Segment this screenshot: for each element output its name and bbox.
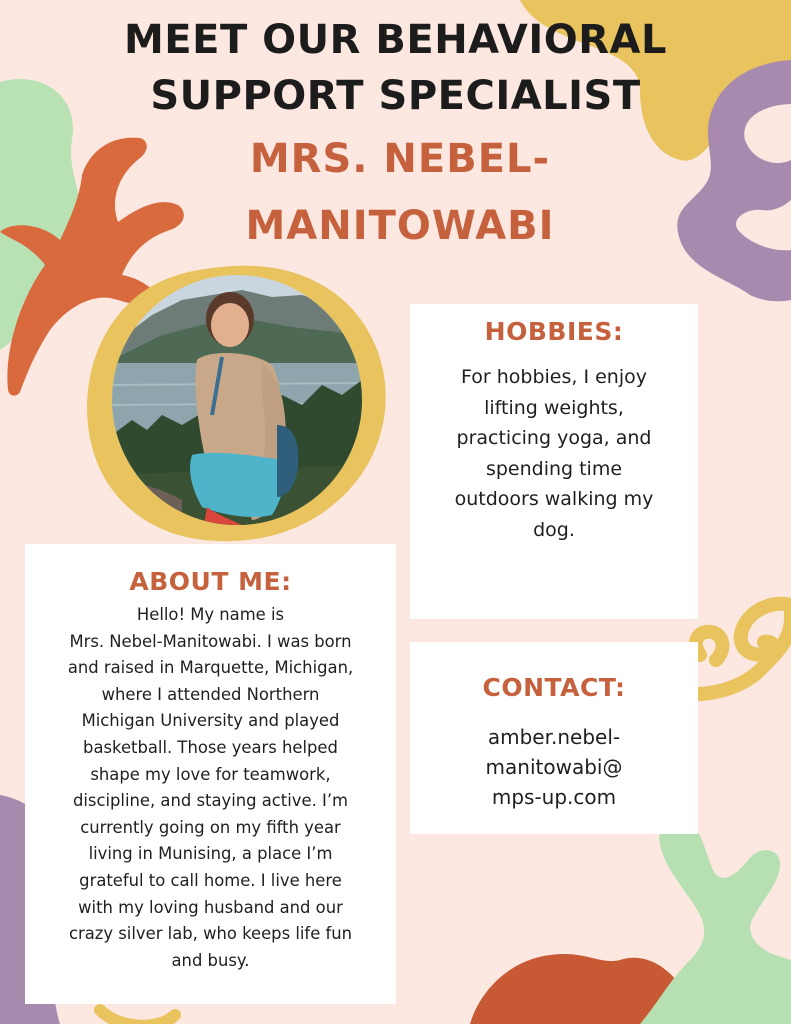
about-line: with my loving husband and our <box>78 897 343 917</box>
about-line: Michigan University and played <box>81 711 340 731</box>
about-text <box>38 602 383 974</box>
hobbies-line: practicing yoga, and <box>456 427 652 449</box>
name-line-2: MANITOWABI <box>245 203 555 249</box>
about-line: crazy silver lab, who keeps life fun <box>68 924 353 944</box>
hobbies-line: For hobbies, I enjoy <box>461 366 647 388</box>
email-line: mps-up.com <box>491 785 617 809</box>
hobbies-card <box>410 304 698 619</box>
about-heading: ABOUT ME: <box>129 567 292 596</box>
hobbies-line: dog. <box>533 518 575 541</box>
photo-illustration <box>112 275 362 525</box>
contact-card <box>410 642 698 834</box>
about-line: where I attended Northern <box>101 684 320 704</box>
yellow-ring-bottom <box>100 1010 175 1024</box>
title-line-1: MEET OUR BEHAVIORAL <box>124 17 667 63</box>
email-line: amber.nebel- <box>487 725 621 749</box>
about-card <box>25 544 396 1004</box>
hobbies-line: spending time <box>485 457 623 480</box>
hobbies-heading: HOBBIES: <box>484 317 624 346</box>
contact-heading: CONTACT: <box>482 673 626 702</box>
hobbies-text <box>430 362 678 545</box>
about-line: grateful to call home. I live here <box>79 870 342 890</box>
about-line: and busy. <box>171 950 250 970</box>
about-line: discipline, and staying active. I’m <box>72 791 349 811</box>
about-line: Hello! My name is <box>136 605 285 624</box>
email-line: manitowabi@ <box>485 755 623 779</box>
about-line: living in Munising, a place I’m <box>88 844 333 864</box>
hobbies-line: lifting weights, <box>484 396 624 419</box>
about-line: shape my love for teamwork, <box>90 764 331 784</box>
contact-email[interactable] <box>444 722 664 812</box>
about-line: Mrs. Nebel-Manitowabi. I was born <box>69 631 352 651</box>
profile-photo <box>112 275 362 525</box>
about-line: basketball. Those years helped <box>83 737 338 757</box>
hobbies-line: outdoors walking my <box>454 488 654 510</box>
specialist-name <box>170 126 630 260</box>
title-line-2: SUPPORT SPECIALIST <box>150 73 641 119</box>
about-line: and raised in Marquette, Michigan, <box>67 658 354 678</box>
name-line-1: MRS. NEBEL- <box>249 136 551 182</box>
page-title <box>0 12 791 124</box>
about-line: currently going on my fifth year <box>80 817 341 837</box>
